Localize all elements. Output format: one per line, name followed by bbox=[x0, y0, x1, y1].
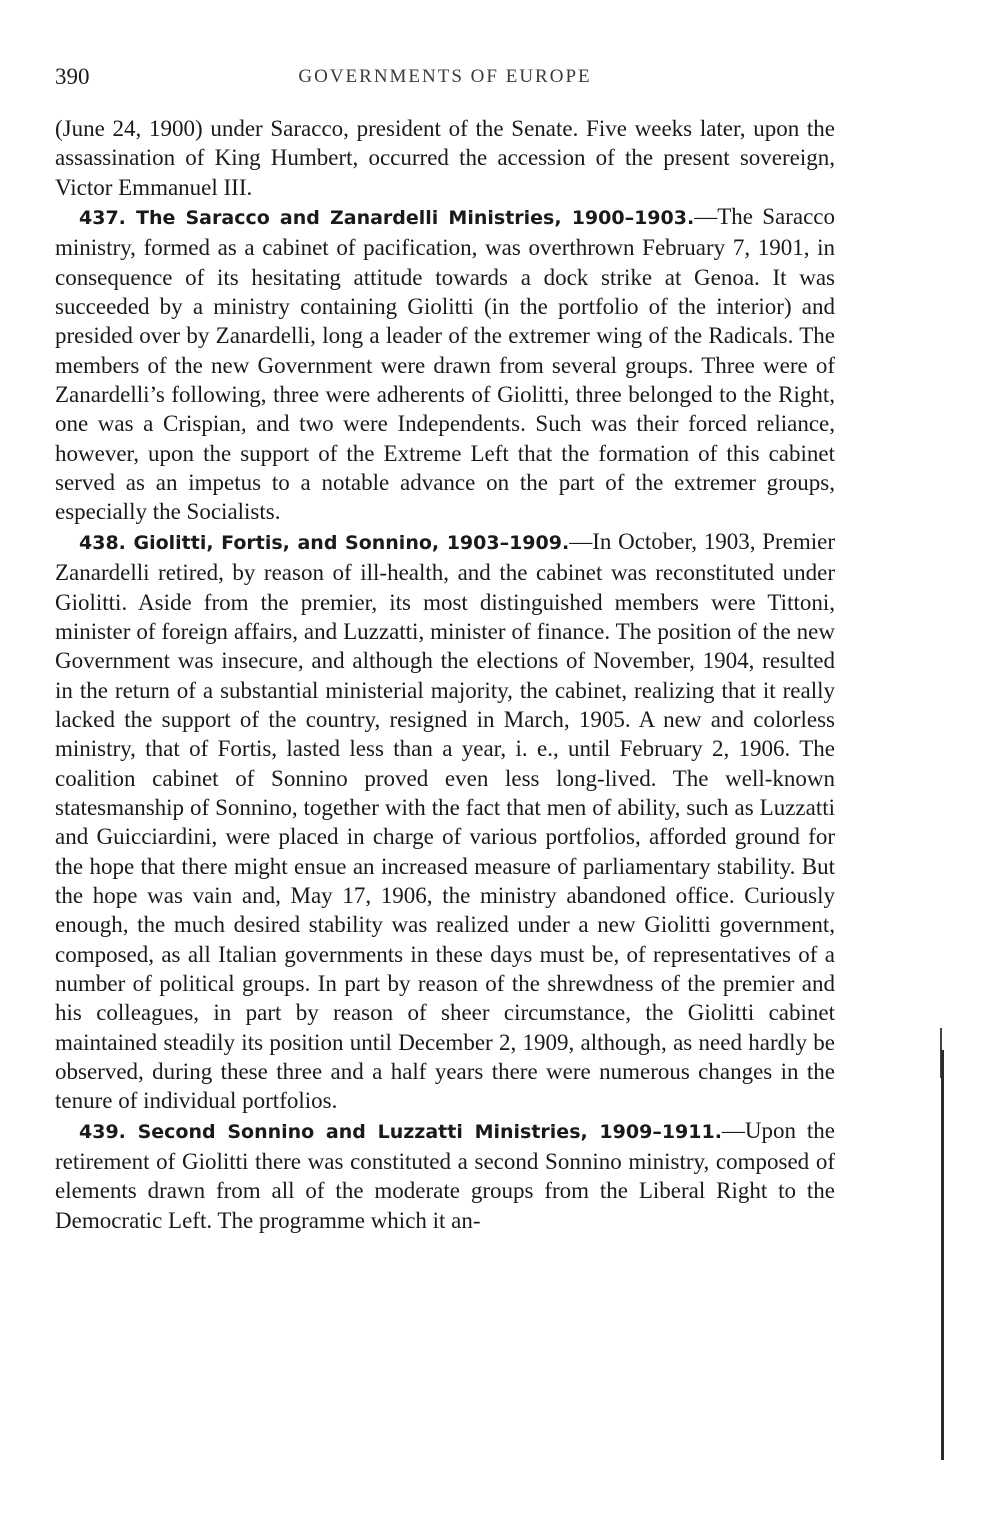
section-439 bbox=[55, 1116, 835, 1235]
paragraph-body: —In October, 1903, Premier Zanardelli retired, by reason of ill-health, and the cabinet was reconstituted under Giolitti. Aside from the premier, its most distinguished members were Tittoni, minister of foreign affairs, and Luzzatti, minister of finance. The position of the new Government was insecure, and although the elections of November, 1904, resulted in the return of a substantial ministerial majority, the cabinet, realizing that it really lacked the support of the country, resigned in March, 1905. A new and colorless ministry, that of Fortis, lasted less than a year, i. e., until February 2, 1906. The coalition cabinet of Sonnino proved even less long-lived. The well-known statesmanship of Sonnino, together with the fact that men of ability, such as Luzzatti and Guicciardini, were placed in charge of various portfolios, afforded ground for the hope that there might ensue an increased measure of parliamentary stability. But the hope was vain and, May 17, 1906, the ministry abandoned office. Curiously enough, the much desired stability was realized under a new Giolitti government, composed, as all Italian governments in these days must be, of representatives of a number of political groups. In part by reason of the shrewdness of the premier and his colleagues, in part by reason of sheer circumstance, the Giolitti cabinet maintained steadily its position until December 2, 1909, although, as need hardly be observed, during these three and a half years there were numerous changes in the tenure of individual portfolios. bbox=[55, 528, 835, 1114]
section-heading: 437. The Saracco and Zanardelli Ministries, 1900–1903. bbox=[79, 207, 695, 230]
body-text bbox=[55, 114, 835, 1235]
paragraph-continuation bbox=[55, 114, 835, 202]
section-437 bbox=[55, 202, 835, 527]
paragraph-body: —Upon the retirement of Giolitti there was constituted a second Sonnino ministry, composed of elements drawn from all of the moderate groups from the Liberal Right to the Democratic Left. The programme which it an- bbox=[55, 1117, 835, 1233]
margin-scan-line bbox=[941, 1050, 944, 1460]
section-438 bbox=[55, 527, 835, 1116]
page-header bbox=[55, 64, 835, 94]
section-heading: 438. Giolitti, Fortis, and Sonnino, 1903–1909. bbox=[79, 531, 570, 554]
paragraph-body: (June 24, 1900) under Saracco, president of the Senate. Five weeks later, upon the assassination of King Humbert, occurred the accession of the present sovereign, Victor Emmanuel III. bbox=[55, 116, 835, 200]
page-number: 390 bbox=[55, 64, 90, 89]
paragraph-body: —The Saracco ministry, formed as a cabinet of pacification, was overthrown February 7, 1901, in consequence of its hesitating attitude towards a dock strike at Genoa. It was succeeded by a ministry containing Giolitti (in the portfolio of the interior) and presided over by Zanardelli, long a leader of the extremer wing of the Radicals. The members of the new Government were drawn from several groups. Three were of Zanardelli’s following, three were adherents of Giolitti, three belonged to the Right, one was a Crispian, and two were Independents. Such was their forced reliance, however, upon the support of the Extreme Left that the formation of this cabinet served as an impetus to a notable advance on the part of the extremer groups, especially the Socialists. bbox=[55, 204, 835, 525]
running-head: GOVERNMENTS OF EUROPE bbox=[298, 66, 592, 87]
section-heading: 439. Second Sonnino and Luzzatti Ministries, 1909–1911. bbox=[79, 1120, 722, 1143]
